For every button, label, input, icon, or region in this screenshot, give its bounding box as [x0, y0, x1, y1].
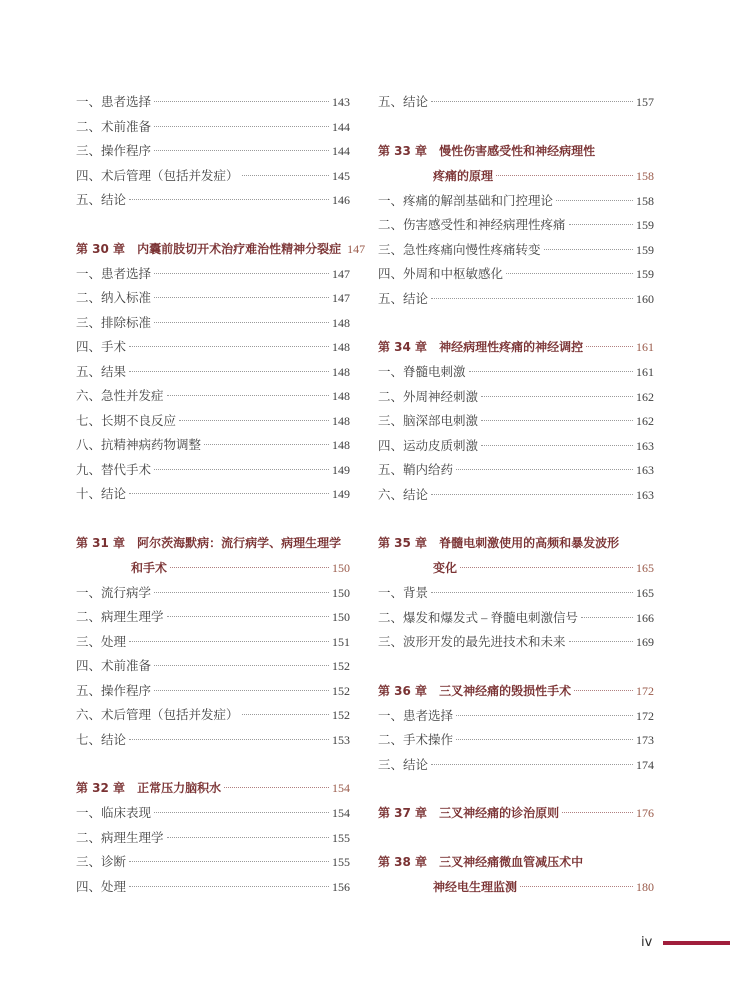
chapter-page: 150 — [332, 560, 350, 575]
toc-item[interactable] — [378, 581, 654, 606]
leader-dots — [481, 420, 633, 421]
toc-item-label: 六、急性并发症 — [76, 389, 164, 403]
toc-item-label: 二、伤害感受性和神经病理性疼痛 — [378, 218, 566, 232]
chapter-33 — [378, 139, 654, 312]
chapter-title-continued: 神经电生理监测 — [433, 880, 518, 894]
toc-item[interactable] — [76, 188, 350, 213]
leader-dots — [154, 126, 329, 127]
toc-item-page: 144 — [332, 144, 350, 158]
toc-item[interactable] — [76, 654, 350, 679]
chapter-heading[interactable] — [378, 335, 654, 360]
toc-item[interactable] — [378, 753, 654, 778]
toc-item-page: 163 — [636, 463, 654, 477]
leader-dots — [170, 567, 329, 568]
chapter-heading[interactable] — [76, 237, 366, 262]
toc-item[interactable] — [378, 238, 654, 263]
toc-item-label: 四、术前准备 — [76, 659, 152, 673]
leader-dots — [154, 150, 329, 151]
leader-dots — [586, 346, 633, 347]
leader-dots — [431, 494, 633, 495]
chapter-page: 176 — [636, 806, 654, 820]
toc-item-page: 150 — [332, 610, 350, 624]
toc-item[interactable] — [76, 115, 350, 140]
chapter-page: 147 — [347, 241, 366, 256]
chapter-heading[interactable] — [378, 139, 654, 164]
toc-item-label: 三、诊断 — [76, 855, 127, 869]
chapter-heading[interactable] — [378, 531, 654, 556]
leader-dots — [154, 469, 329, 470]
toc-item-page: 159 — [636, 218, 654, 232]
toc-item[interactable] — [76, 164, 350, 189]
chapter-title: 慢性伤害感受性和神经病理性 — [439, 143, 596, 158]
leader-dots — [154, 592, 329, 593]
chapter-page: 172 — [636, 683, 654, 698]
toc-item-label: 二、手术操作 — [378, 733, 454, 747]
toc-item[interactable] — [378, 704, 654, 729]
leader-dots — [481, 396, 633, 397]
chapter-number: 第 36 章 — [378, 683, 428, 698]
chapter-title: 内囊前肢切开术治疗难治性精神分裂症 — [137, 241, 342, 256]
toc-item[interactable] — [76, 630, 350, 655]
toc-item-label: 三、脑深部电刺激 — [378, 414, 479, 428]
toc-item[interactable] — [76, 679, 350, 704]
toc-item[interactable] — [76, 458, 350, 483]
toc-item-page: 160 — [636, 291, 654, 306]
toc-item-label: 一、背景 — [378, 586, 429, 600]
toc-item-page: 156 — [332, 879, 350, 894]
chapter-35 — [378, 531, 654, 655]
toc-item-page: 150 — [332, 585, 350, 600]
leader-dots — [224, 787, 329, 788]
leader-dots — [154, 273, 329, 274]
toc-item-page: 163 — [636, 438, 654, 453]
toc-item[interactable] — [378, 728, 654, 753]
toc-item-page: 157 — [636, 95, 654, 109]
toc-item-page: 163 — [636, 487, 654, 502]
toc-item-page: 153 — [332, 732, 350, 747]
toc-item[interactable] — [76, 703, 350, 728]
toc-item[interactable] — [378, 385, 654, 410]
toc-item-page: 148 — [332, 340, 350, 354]
toc-item-page: 146 — [332, 193, 350, 207]
chapter-title-continued: 疼痛的原理 — [433, 168, 494, 183]
leader-dots — [456, 739, 633, 740]
toc-item[interactable] — [76, 728, 350, 753]
chapter-number: 第 33 章 — [378, 143, 428, 158]
toc-item-page: 148 — [332, 315, 350, 330]
toc-item[interactable] — [76, 482, 350, 507]
toc-item[interactable] — [76, 581, 350, 606]
toc-item-page: 154 — [332, 806, 350, 820]
leader-dots — [456, 469, 633, 470]
leader-dots — [581, 617, 633, 618]
toc-item-label: 二、术前准备 — [76, 119, 152, 134]
leader-dots — [179, 420, 329, 421]
leader-dots — [562, 812, 633, 813]
toc-item[interactable] — [76, 801, 350, 826]
toc-item-page: 148 — [332, 389, 350, 403]
toc-item[interactable] — [76, 139, 350, 164]
toc-item-label: 七、长期不良反应 — [76, 413, 177, 428]
toc-item[interactable] — [378, 409, 654, 434]
leader-dots — [242, 714, 329, 715]
chapter-title: 阿尔茨海默病：流行病学、病理生理学 — [137, 535, 342, 550]
toc-item-label: 四、术后管理（包括并发症） — [76, 168, 239, 183]
leader-dots — [154, 812, 329, 813]
toc-item-label: 二、爆发和爆发式 – 脊髓电刺激信号 — [378, 610, 579, 625]
toc-item-page: 143 — [332, 95, 350, 109]
toc-item[interactable] — [76, 605, 350, 630]
toc-item[interactable] — [378, 213, 654, 238]
toc-item[interactable] — [378, 483, 654, 508]
toc-item[interactable] — [378, 434, 654, 459]
leader-dots — [129, 493, 329, 494]
toc-item-label: 三、波形开发的最先进技术和未来 — [378, 635, 566, 649]
toc-item[interactable] — [76, 826, 350, 851]
toc-item-page: 162 — [636, 389, 654, 404]
toc-item-label: 五、鞘内给药 — [378, 463, 454, 477]
chapter-heading[interactable] — [378, 801, 654, 826]
chapter-title: 神经病理性疼痛的神经调控 — [439, 340, 584, 354]
chapter-title: 正常压力脑积水 — [137, 781, 222, 795]
toc-item-page: 169 — [636, 635, 654, 649]
toc-item-page: 149 — [332, 462, 350, 477]
chapter-number: 第 30 章 — [76, 241, 126, 256]
toc-item-page: 148 — [332, 413, 350, 428]
chapter-title: 三叉神经痛微血管减压术中 — [439, 855, 584, 869]
chapter-title-continued: 变化 — [433, 561, 458, 575]
toc-item-label: 三、处理 — [76, 634, 127, 649]
toc-item-page: 151 — [332, 634, 350, 649]
toc-item-label: 六、术后管理（包括并发症） — [76, 708, 239, 722]
toc-item[interactable] — [76, 262, 350, 287]
toc-item-label: 一、疼痛的解剖基础和门控理论 — [378, 193, 554, 208]
chapter-page: 180 — [636, 880, 654, 894]
toc-item-page: 172 — [636, 708, 654, 723]
leader-dots — [129, 886, 329, 887]
leader-dots — [154, 322, 329, 323]
toc-item-page: 162 — [636, 414, 654, 428]
leader-dots — [556, 200, 633, 201]
toc-item-page: 152 — [332, 683, 350, 698]
leader-dots — [520, 886, 633, 887]
chapter-title: 脊髓电刺激使用的高频和暴发波形 — [439, 536, 620, 550]
toc-item-label: 五、操作程序 — [76, 683, 152, 698]
toc-item[interactable] — [76, 850, 350, 875]
toc-item-page: 173 — [636, 733, 654, 747]
toc-item[interactable] — [378, 189, 654, 214]
leader-dots — [456, 715, 633, 716]
toc-item-label: 二、病理生理学 — [76, 610, 164, 624]
toc-item-page: 155 — [332, 855, 350, 869]
chapter-number: 第 35 章 — [378, 536, 428, 550]
toc-item-label: 五、结果 — [76, 364, 127, 379]
chapter-title: 三叉神经痛的诊治原则 — [439, 806, 560, 820]
toc-item-label: 四、手术 — [76, 340, 127, 354]
toc-item-page: 174 — [636, 757, 654, 772]
toc-item[interactable] — [378, 287, 654, 312]
leader-dots — [569, 224, 633, 225]
toc-item[interactable] — [378, 90, 654, 115]
chapter-heading-continued[interactable] — [378, 164, 654, 189]
chapter-31 — [76, 531, 350, 753]
toc-item[interactable] — [76, 360, 350, 385]
toc-item-label: 二、病理生理学 — [76, 830, 164, 845]
toc-item-page: 159 — [636, 242, 654, 257]
leader-dots — [129, 346, 329, 347]
toc-item[interactable] — [378, 606, 654, 631]
toc-item-page: 145 — [332, 168, 350, 183]
toc-item-page: 148 — [332, 364, 350, 379]
toc-item-page: 152 — [332, 659, 350, 673]
chapter-heading[interactable] — [378, 850, 654, 875]
chapter-page: 154 — [332, 781, 350, 795]
leader-dots — [431, 101, 633, 102]
toc-item-page: 158 — [636, 193, 654, 208]
toc-item-page: 155 — [332, 830, 350, 845]
toc-item-label: 一、脊髓电刺激 — [378, 365, 466, 379]
chapter-page: 158 — [636, 168, 654, 183]
toc-item-label: 八、抗精神病药物调整 — [76, 438, 202, 452]
toc-item[interactable] — [76, 311, 350, 336]
toc-item[interactable] — [378, 458, 654, 483]
toc-item[interactable] — [76, 384, 350, 409]
leader-dots — [469, 371, 633, 372]
chapter-37 — [378, 801, 654, 826]
toc-item-page: 152 — [332, 708, 350, 722]
chapter-number: 第 38 章 — [378, 855, 428, 869]
leader-dots — [167, 395, 329, 396]
chapter-page: 165 — [636, 561, 654, 575]
leader-dots — [544, 249, 633, 250]
chapter-38 — [378, 850, 654, 900]
toc-item-label: 九、替代手术 — [76, 462, 152, 477]
leader-dots — [431, 764, 633, 765]
toc-item-page: 148 — [332, 438, 350, 452]
toc-item[interactable] — [76, 409, 350, 434]
toc-item-label: 一、患者选择 — [76, 95, 152, 109]
chapter-page: 161 — [636, 340, 654, 354]
toc-item-label: 四、运动皮质刺激 — [378, 438, 479, 453]
chapter-number: 第 31 章 — [76, 535, 126, 550]
chapter-heading[interactable] — [76, 776, 350, 801]
leader-dots — [167, 616, 329, 617]
toc-item-page: 159 — [636, 267, 654, 281]
toc-item[interactable] — [76, 90, 350, 115]
toc-item-label: 四、处理 — [76, 879, 127, 894]
toc-item-label: 五、结论 — [76, 193, 127, 207]
leader-dots — [154, 297, 329, 298]
toc-item-page: 147 — [332, 266, 350, 281]
leader-dots — [154, 690, 329, 691]
toc-item-label: 三、急性疼痛向慢性疼痛转变 — [378, 242, 541, 257]
toc-item[interactable] — [378, 630, 654, 655]
intro-section — [76, 90, 350, 213]
toc-item-label: 二、外周神经刺激 — [378, 389, 479, 404]
leader-dots — [242, 175, 329, 176]
toc-item-label: 二、纳入标准 — [76, 291, 152, 305]
leader-dots — [204, 444, 329, 445]
leader-dots — [129, 861, 329, 862]
toc-item-page: 144 — [332, 119, 350, 134]
chapter-heading[interactable] — [76, 531, 350, 556]
toc-item[interactable] — [76, 286, 350, 311]
toc-item-label: 四、外周和中枢敏感化 — [378, 267, 504, 281]
toc-item-page: 147 — [332, 291, 350, 305]
toc-item-label: 五、结论 — [378, 95, 429, 109]
leader-dots — [129, 371, 329, 372]
toc-item-label: 五、结论 — [378, 291, 429, 306]
chapter-heading[interactable] — [378, 679, 654, 704]
leader-dots — [460, 567, 633, 568]
chapter-number: 第 34 章 — [378, 340, 428, 354]
leader-dots — [129, 739, 329, 740]
toc-item[interactable] — [378, 262, 654, 287]
toc-item-label: 三、排除标准 — [76, 315, 152, 330]
toc-item[interactable] — [76, 335, 350, 360]
toc-item[interactable] — [76, 875, 350, 900]
leader-dots — [574, 690, 633, 691]
toc-item-page: 149 — [332, 487, 350, 501]
toc-item-label: 一、临床表现 — [76, 806, 152, 820]
chapter-34 — [378, 335, 654, 507]
toc-item-label: 三、结论 — [378, 757, 429, 772]
chapter-heading-continued[interactable] — [378, 556, 654, 581]
leader-dots — [431, 298, 633, 299]
toc-item-page: 161 — [636, 365, 654, 379]
chapter-title-continued: 和手术 — [131, 560, 168, 575]
chapter-32 — [76, 776, 350, 899]
page-number: iv — [641, 935, 653, 950]
leader-dots — [481, 445, 633, 446]
toc-item-label: 一、患者选择 — [76, 266, 152, 281]
intro-section — [378, 90, 654, 115]
toc-item-label: 三、操作程序 — [76, 144, 152, 158]
toc-left-column — [76, 90, 366, 899]
toc-item-page: 166 — [636, 610, 654, 625]
chapter-number: 第 37 章 — [378, 806, 428, 820]
footer-accent-bar — [663, 941, 730, 945]
toc-item[interactable] — [378, 360, 654, 385]
toc-item-label: 一、患者选择 — [378, 708, 454, 723]
toc-item-label: 十、结论 — [76, 487, 127, 501]
chapter-number: 第 32 章 — [76, 781, 126, 795]
chapter-title: 三叉神经痛的毁损性手术 — [439, 683, 572, 698]
toc-right-column — [378, 90, 654, 900]
chapter-36 — [378, 679, 654, 778]
leader-dots — [496, 175, 633, 176]
toc-item[interactable] — [76, 433, 350, 458]
leader-dots — [129, 199, 329, 200]
leader-dots — [506, 273, 633, 274]
leader-dots — [167, 837, 329, 838]
leader-dots — [569, 641, 633, 642]
leader-dots — [154, 101, 329, 102]
chapter-heading-continued[interactable] — [378, 875, 654, 900]
chapter-30 — [76, 237, 366, 507]
leader-dots — [431, 592, 633, 593]
toc-item-label: 六、结论 — [378, 487, 429, 502]
toc-item-label: 一、流行病学 — [76, 585, 152, 600]
leader-dots — [154, 665, 329, 666]
chapter-heading-continued[interactable] — [76, 556, 350, 581]
toc-item-label: 七、结论 — [76, 732, 127, 747]
toc-item-page: 165 — [636, 586, 654, 600]
leader-dots — [129, 641, 329, 642]
